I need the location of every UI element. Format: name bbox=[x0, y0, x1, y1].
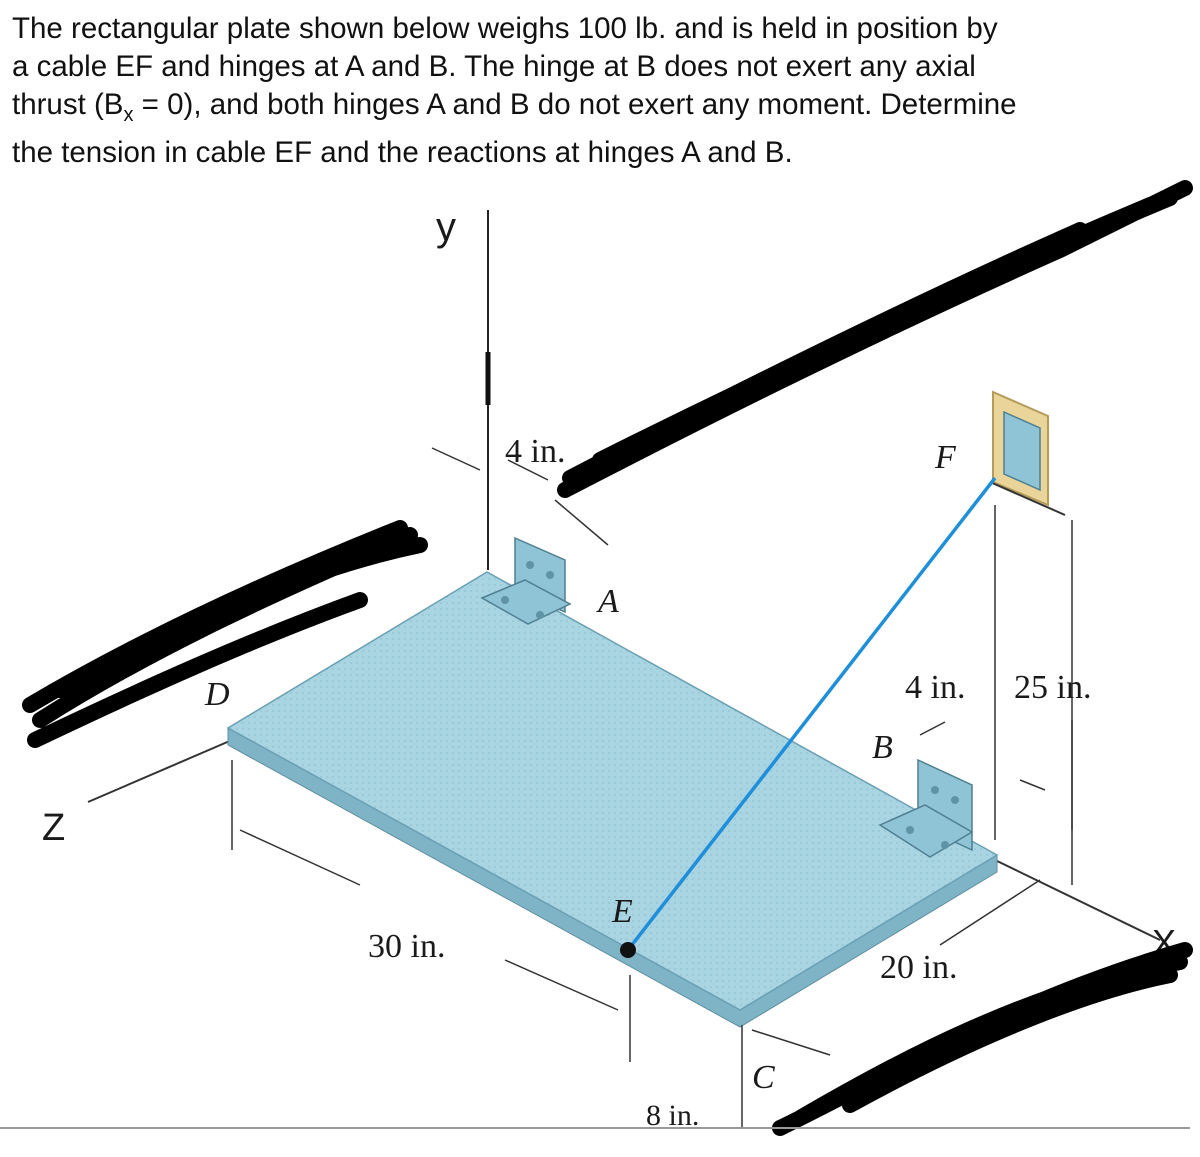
scribble-3 bbox=[780, 950, 1185, 1128]
dim-height-f: 25 in. bbox=[1014, 669, 1092, 706]
label-f: F bbox=[935, 439, 956, 476]
problem-statement bbox=[12, 10, 1192, 172]
dim-length-plate: 30 in. bbox=[368, 928, 446, 965]
label-c: C bbox=[752, 1059, 775, 1096]
z-axis bbox=[88, 740, 232, 802]
bx-subscript: x bbox=[123, 103, 134, 126]
x-axis bbox=[995, 860, 1160, 940]
dim-e-offset: 8 in. bbox=[646, 1099, 700, 1132]
label-b: B bbox=[872, 729, 893, 766]
scribble-1 bbox=[565, 188, 1185, 490]
z-axis-label: Z bbox=[42, 807, 66, 849]
label-d: D bbox=[205, 676, 230, 713]
x-axis-label: X bbox=[1152, 922, 1177, 963]
label-e: E bbox=[612, 893, 633, 930]
problem-line-3a: thrust (B bbox=[12, 88, 124, 121]
wall-bracket-f bbox=[990, 392, 1065, 515]
problem-line-3 bbox=[12, 86, 1192, 134]
dim-a-offset: 4 in. bbox=[505, 433, 566, 470]
problem-line-4: the tension in cable EF and the reactions at hinges A and B. bbox=[12, 135, 793, 169]
plate-diagram bbox=[0, 170, 1200, 1157]
point-e-dot bbox=[620, 942, 636, 958]
y-axis-label: y bbox=[436, 205, 456, 249]
label-a: A bbox=[598, 583, 619, 620]
problem-line-1: The rectangular plate shown below weighs 100 lb. and is held in position by bbox=[12, 12, 998, 45]
problem-line-2: a cable EF and hinges at A and B. The hinge at B does not exert any axial bbox=[12, 50, 976, 83]
problem-line-3b: = 0), and both hinges A and B do not exert any moment. Determine bbox=[133, 88, 1017, 121]
dim-b-offset: 4 in. bbox=[905, 669, 966, 706]
dim-width-plate: 20 in. bbox=[880, 949, 958, 986]
